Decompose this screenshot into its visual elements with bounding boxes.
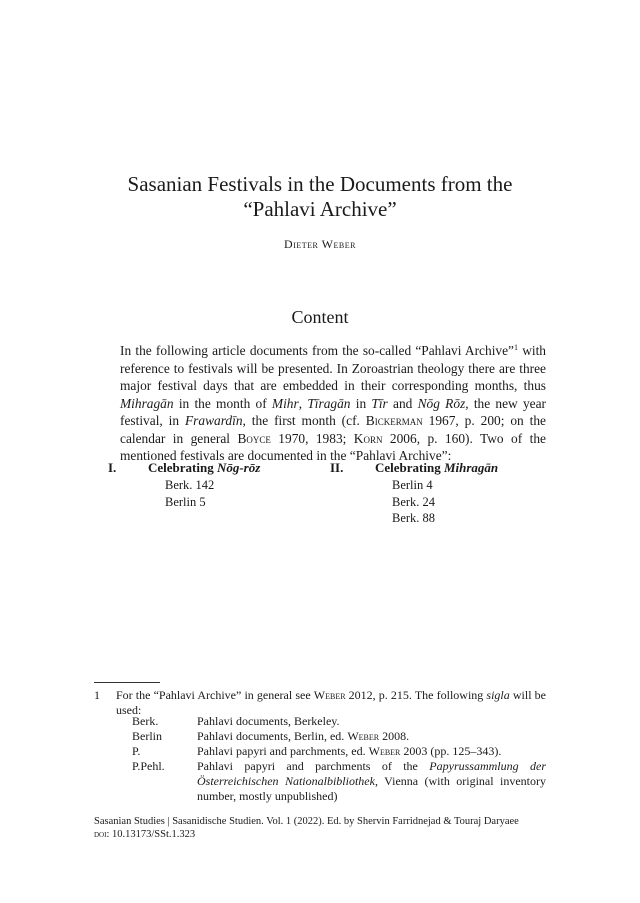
section-heading: Content <box>291 307 349 327</box>
author-name: Dieter Weber <box>284 237 356 251</box>
sigla-desc <box>197 759 546 804</box>
list-1-numeral: I. <box>108 460 117 475</box>
term-sigla: sigla <box>486 688 510 702</box>
title-line-2: “Pahlavi Archive” <box>243 197 397 221</box>
sigla-desc-text: Pahlavi papyri and parchments of the <box>197 759 430 773</box>
list-1-label-italic: Nōg-rōz <box>216 460 261 475</box>
para-text-3: in the month of <box>173 395 272 411</box>
term-tiragan: Tīragān <box>307 395 351 411</box>
footnote-ref[interactable]: 1 <box>514 343 518 352</box>
title-line-1: Sasanian Festivals in the Documents from the <box>127 172 513 196</box>
intro-paragraph <box>120 342 546 465</box>
sigla-desc-text: Pahlavi documents, Berlin, ed. <box>197 729 348 743</box>
cite-boyce: Boyce <box>237 430 271 446</box>
sigla-desc <box>197 744 546 759</box>
sigla-abbr: P.Pehl. <box>132 759 165 773</box>
list-2-label-italic: Mihragān <box>443 460 499 475</box>
para-text-5: in <box>350 395 372 411</box>
cite-weber: Weber <box>347 729 380 743</box>
footnote-divider <box>94 682 160 683</box>
term-frawardin: Frawardīn <box>185 413 243 428</box>
para-text-11: 2006, p. 160). Two of the mentioned festivals are documented in the “Pahlavi Archive”: <box>120 430 546 463</box>
list-2-label: Celebrating <box>375 460 444 475</box>
list-item: Berk. 24 <box>392 494 436 509</box>
collection-title: Papyrussammlung der Österreichischen Nationalbibliothek <box>197 759 546 788</box>
para-text-7: , the new year festival, in <box>120 395 546 428</box>
article-title <box>0 172 640 222</box>
footnote-text-3: will be used: <box>116 688 546 717</box>
para-text-2: with reference to festivals will be presented. In Zoroastrian theology there are three major festival days that are embedded in their corresponding months, thus <box>120 343 547 393</box>
term-nog-roz: Nōg Rōz <box>417 395 466 411</box>
list-2-title <box>375 460 498 476</box>
sigla-desc-text: Pahlavi papyri and parchments, ed. <box>197 744 369 758</box>
cite-weber: Weber <box>368 744 401 758</box>
sigla-abbr: P. <box>132 744 141 758</box>
para-text-8: , the first month (cf. <box>242 413 366 428</box>
list-item: Berk. 142 <box>165 478 215 492</box>
cite-weber: Weber <box>313 688 346 702</box>
list-item: Berlin 5 <box>165 494 206 509</box>
list-1-title <box>148 460 260 476</box>
para-text-1: In the following article documents from the so-called “Pahlavi Archive” <box>120 343 514 358</box>
list-2-numeral: II. <box>330 460 344 475</box>
cite-bickerman: Bickerman <box>365 413 423 428</box>
footer-citation: Sasanian Studies | Sasanidische Studien. Vol. 1 (2022). Ed. by Shervin Farridnejad & Touraj Daryaee <box>94 816 519 827</box>
list-item: Berk. 88 <box>392 511 436 525</box>
sigla-desc: Pahlavi documents, Berkeley. <box>197 714 340 728</box>
sigla-desc-text: 2008. <box>379 729 410 743</box>
para-text-9: 1967, p. 200; on the calendar in general <box>120 413 547 446</box>
cite-korn: Korn <box>353 430 383 446</box>
footer-doi <box>94 828 554 841</box>
sigla-desc <box>197 729 546 744</box>
term-mihragan: Mihragān <box>120 395 174 411</box>
term-tir: Tīr <box>371 395 388 411</box>
sigla-desc-text: 2003 (pp. 125–343). <box>400 744 502 758</box>
page-footer <box>94 815 554 841</box>
doi-value[interactable]: : 10.13173/SSt.1.323 <box>106 829 196 840</box>
para-text-10: 1970, 1983; <box>270 430 354 446</box>
list-item: Berlin 4 <box>392 478 433 492</box>
footnote-text-1: For the “Pahlavi Archive” in general see <box>116 688 314 702</box>
list-2-items <box>392 477 435 527</box>
list-1-label: Celebrating <box>148 460 217 475</box>
sigla-abbr: Berk. <box>132 714 159 728</box>
term-mihr: Mihr <box>271 395 299 411</box>
footnote-number: 1 <box>94 688 100 702</box>
footnote-text-2: 2012, p. 215. The following <box>345 688 487 702</box>
sigla-abbr: Berlin <box>132 729 162 743</box>
para-text-4: , <box>298 395 308 411</box>
list-1-items <box>165 477 214 510</box>
para-text-6: and <box>387 395 418 411</box>
sigla-desc-text: , Vienna (with original inventory number, mostly unpublished) <box>197 774 546 803</box>
doi-label: doi <box>94 829 107 840</box>
